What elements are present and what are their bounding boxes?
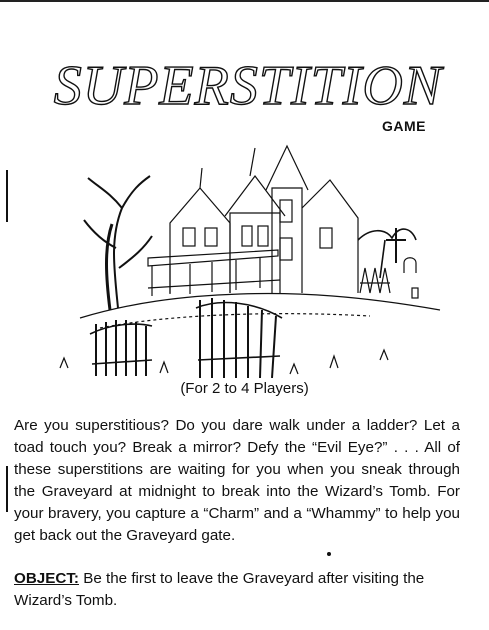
game-subtitle: GAME bbox=[382, 118, 426, 134]
top-border bbox=[0, 0, 489, 2]
bullet-dot bbox=[327, 552, 331, 556]
object-label: OBJECT: bbox=[14, 570, 79, 587]
object-text: Be the first to leave the Graveyard after visiting the Wizard’s Tomb. bbox=[14, 570, 425, 609]
haunted-house-illustration bbox=[40, 128, 460, 378]
players-count: (For 2 to 4 Players) bbox=[180, 380, 309, 397]
margin-mark-top bbox=[6, 170, 8, 222]
intro-paragraph: Are you superstitious? Do you dare walk under a ladder? Let a toad touch you? Break a mirror? Defy the “Evil Eye?” . . . All of these superstitions are waiting for you when you sneak through the Graveyard at midnight to break into the Wizard’s Tomb. For your bravery, you capture a “Charm” and a “Whammy” to help you get back out the Graveyard gate. bbox=[14, 417, 460, 544]
margin-mark-bottom bbox=[6, 466, 8, 512]
object-section bbox=[14, 568, 460, 612]
title-text: SUPERSTITION bbox=[53, 55, 443, 117]
